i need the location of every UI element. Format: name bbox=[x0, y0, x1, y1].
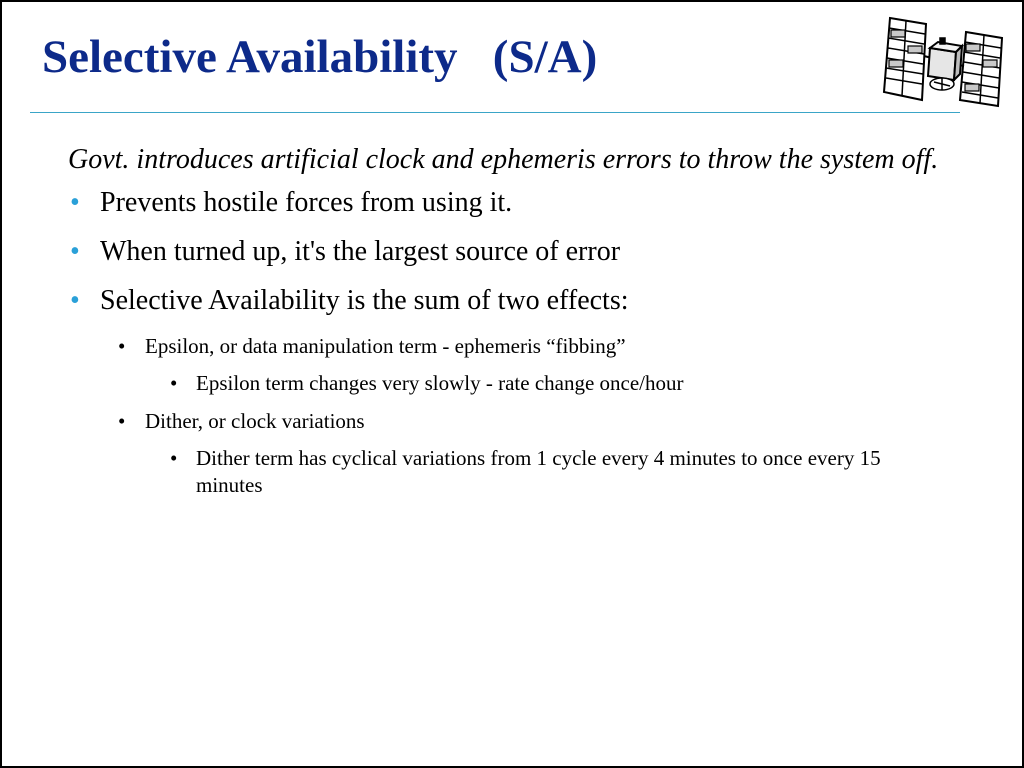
sub-bullet-text: Epsilon, or data manipulation term - ephemeris “fibbing” bbox=[145, 334, 626, 358]
slide-title: Selective Availability (S/A) bbox=[42, 31, 598, 83]
gps-satellite-icon bbox=[880, 14, 1006, 110]
bullet-item bbox=[68, 186, 948, 220]
bullet-icon: • bbox=[118, 334, 126, 358]
bullet-icon: • bbox=[118, 409, 126, 433]
bullet-text: Prevents hostile forces from using it. bbox=[100, 187, 513, 218]
sub-bullet-text: Dither, or clock variations bbox=[145, 409, 365, 433]
bullet-text: When turned up, it's the largest source of error bbox=[100, 236, 621, 267]
bullet-item bbox=[68, 284, 948, 318]
intro-text: Govt. introduces artificial clock and ephemeris errors to throw the system off. bbox=[68, 144, 939, 175]
bullet-icon: • bbox=[170, 446, 178, 470]
title-divider bbox=[30, 112, 960, 113]
sub-sub-bullet-text: Dither term has cyclical variations from 1 cycle every 4 minutes to once every 15 minutes bbox=[196, 446, 881, 497]
sub-bullet-item bbox=[118, 408, 948, 434]
bullet-icon: • bbox=[70, 187, 80, 218]
bullet-icon: • bbox=[70, 236, 80, 267]
sub-sub-bullet-item bbox=[170, 445, 948, 499]
bullet-text: Selective Availability is the sum of two effects: bbox=[100, 285, 629, 316]
sub-sub-bullet-text: Epsilon term changes very slowly - rate change once/hour bbox=[196, 371, 684, 395]
sub-bullet-item bbox=[118, 333, 948, 359]
slide-body bbox=[68, 142, 948, 510]
sub-sub-bullet-item bbox=[170, 370, 948, 397]
bullet-icon: • bbox=[170, 371, 178, 395]
bullet-item bbox=[68, 235, 948, 269]
bullet-icon: • bbox=[70, 285, 80, 316]
